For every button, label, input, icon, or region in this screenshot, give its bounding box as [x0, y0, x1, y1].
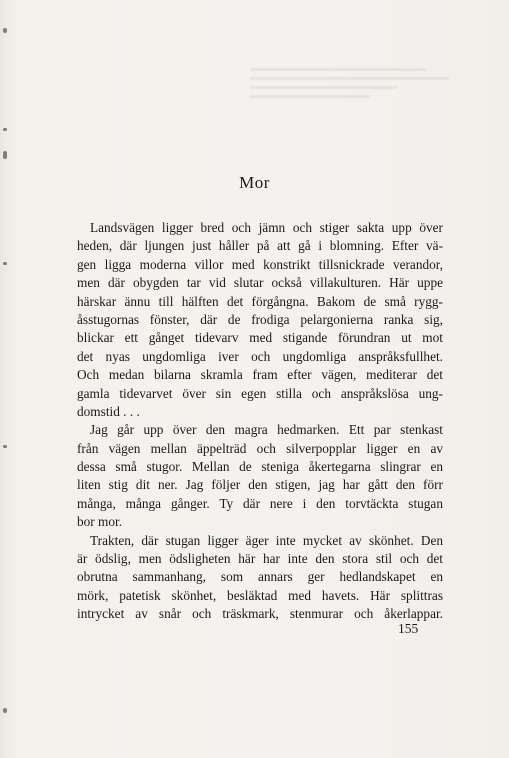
- text-line: Landsvägen ligger bred och jämn och stiger sakta upp över: [90, 220, 443, 235]
- text-line: dessa små stugor. Mellan de steniga åkertegarna slingrar en: [77, 459, 443, 475]
- chapter-body: [77, 219, 443, 624]
- show-through-text: [250, 62, 450, 122]
- binding-edge: [0, 0, 14, 758]
- text-line: Jag går upp över den magra hedmarken. Ett par stenkast: [90, 422, 443, 438]
- text-line: Och medan bilarna skramla fram efter vägen, mediterar det: [77, 367, 443, 383]
- text-line: åsstugornas fönster, där de frodiga pelargonierna ranka sig,: [77, 311, 443, 327]
- text-line: domstid . . .: [77, 403, 140, 419]
- text-line: gen ligga moderna villor med konstrikt tillsnickrade verandor,: [77, 256, 443, 272]
- text-line: gamla tidevarvet över sin egen stilla och anspråkslösa ung-: [77, 385, 443, 401]
- margin-speck: [3, 151, 7, 159]
- margin-speck: [3, 262, 7, 265]
- text-line: blickar ett gånget tidevarv med stigande förundran ut mot: [77, 330, 443, 346]
- text-line: men där obygden tar vid slutar också villakulturen. Här uppe: [77, 275, 443, 291]
- margin-speck: [3, 708, 7, 713]
- text-line: härskar ännu till hälften det förgångna. Bakom de små rygg-: [77, 293, 443, 309]
- text-line: heden, där ljungen just håller på att gå i blomning. Efter vä-: [77, 238, 443, 254]
- text-line: är ödslig, men ödsligheten här har inte den stora stil och det: [77, 551, 443, 567]
- margin-speck: [3, 445, 7, 448]
- margin-speck: [3, 128, 7, 131]
- text-line: intrycket av snår och träskmark, stenmurar och åkerlappar.: [77, 606, 443, 622]
- text-line: många, många gånger. Ty där nere i den torvtäckta stugan: [77, 495, 443, 511]
- chapter-title: Mor: [239, 173, 270, 192]
- text-line: bor mor.: [77, 514, 123, 530]
- text-line: mörk, patetisk skönhet, besläktad med havets. Här splittras: [77, 587, 443, 603]
- page-number: 155: [398, 621, 419, 636]
- text-line: från vägen mellan äppelträd och silverpopplar ligger en av: [77, 440, 443, 456]
- margin-speck: [3, 28, 7, 33]
- text-line: Trakten, där stugan ligger äger inte mycket av skönhet. Den: [90, 532, 443, 548]
- text-line: det nyas ungdomliga iver och ungdomliga anspråksfullhet.: [77, 348, 443, 364]
- text-line: obrutna sammanhang, som annars ger hedlandskapet en: [77, 569, 443, 585]
- text-line: liten stig dit ner. Jag följer den stigen, jag har gått den förr: [77, 477, 443, 493]
